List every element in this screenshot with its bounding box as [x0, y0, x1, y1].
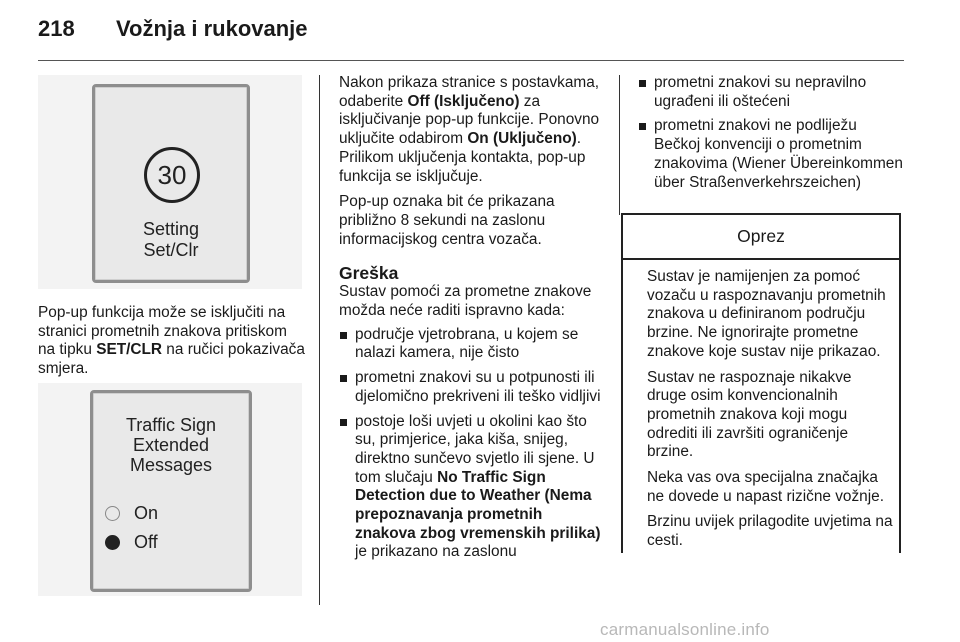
figure-speed-sign-popup — [38, 75, 302, 289]
bullet3-text-c: je prikazano na zaslonu — [355, 543, 517, 561]
page-header — [38, 16, 308, 42]
col2-para3: Sustav pomoći za prometne znakove možda neće raditi ispravno kada: — [339, 283, 592, 320]
col2-p1-d: . Prilikom uključenja kontakta, pop-up funkcija se isključuje. — [339, 130, 586, 185]
off-option-bold: Off (Isključeno) — [407, 92, 520, 110]
bullet3-text-a: postoje loši uvjeti u okolini kao što su, primjerice, jaka kiša, snijeg, direktno sunčevo svjetlo ili sjene. U tom slučaju — [355, 412, 595, 486]
menu-title — [93, 415, 249, 475]
radio-off-selected-icon[interactable] — [105, 535, 120, 550]
caution-para1: Sustav je namijenjen za pomoć vozaču u raspoznavanju prometnih znakova u definiranom području brzine. Ne ignorirajte prometne znakove koje sustav nije prikazao. — [647, 268, 886, 360]
speed-limit-sign-icon — [144, 147, 200, 203]
col2-p1-c: za isključivanje pop-up funkcije. Ponovno uključite odabirom — [339, 92, 600, 148]
caution-para2: Sustav ne raspoznaje nikakve druge osim konvencionalnih prometnih znakova koji mogu odrediti ili završiti ograničenje brzine. — [647, 368, 852, 461]
option-off-label: Off — [134, 532, 158, 552]
section-heading: Greška — [339, 263, 399, 284]
column-divider-1 — [319, 75, 320, 605]
watermark: carmanualsonline.info — [600, 620, 770, 639]
list-item: područje vjetrobrana, u kojem se nalazi kamera, nije čisto — [339, 326, 605, 363]
caution-box — [621, 213, 901, 553]
list-item — [339, 413, 605, 563]
menu-title-line1: Traffic Sign — [125, 415, 217, 435]
menu-screen — [90, 390, 252, 592]
list-item: prometni znakovi ne podliježu Bečkoj konvenciji o prometnim znakovima (Wiener Übereinkommen über Straßenverkehrszeichen) — [638, 117, 906, 192]
radio-on-icon[interactable] — [105, 506, 120, 521]
set-clr-line: Set/Clr — [143, 240, 199, 260]
figure-traffic-sign-menu — [38, 383, 302, 596]
caution-title: Oprez — [623, 215, 899, 260]
speed-limit-value: 30 — [157, 159, 187, 190]
on-option-bold: On (Uključeno) — [467, 130, 577, 148]
list-item: prometni znakovi su u potpunosti ili djelomično prekriveni ili teško vidljivi — [339, 369, 605, 406]
page-number: 218 — [38, 16, 75, 41]
option-off[interactable] — [105, 532, 158, 553]
menu-title-line3: Messages — [129, 455, 213, 475]
caution-para4: Brzinu uvijek prilagodite uvjetima na cesti. — [647, 513, 893, 550]
display-screen — [92, 84, 250, 283]
fault-list — [339, 326, 605, 562]
col2-para1 — [339, 74, 605, 186]
option-on-label: On — [134, 503, 159, 523]
col1-paragraph — [38, 304, 306, 386]
menu-title-line2: Extended — [132, 435, 210, 455]
col1-text-b: na ručici pokazivača smjera. — [38, 341, 305, 378]
list-item: prometni znakovi su nepravilno ugrađeni ili oštećeni — [638, 74, 906, 111]
caution-para3: Neka vas ova specijalna značajka ne dovede u napast rizične vožnje. — [647, 469, 884, 505]
page-title: Vožnja i rukovanje — [116, 16, 308, 41]
option-on[interactable] — [105, 503, 158, 524]
column-divider-2 — [619, 75, 620, 215]
setting-line: Setting — [142, 219, 200, 239]
weather-message-bold: No Traffic Sign Detection due to Weather (Nema prepoznavanja prometnih znakova zbog vremenskih prilika) — [355, 468, 601, 542]
col1-text-a: Pop-up funkcija može se isključiti na stranici prometnih znakova pritiskom na tipku — [38, 304, 287, 359]
col3 — [638, 74, 906, 198]
setting-label — [95, 219, 247, 261]
header-rule — [38, 60, 904, 61]
col2-para2: Pop-up oznaka bit će prikazana približno 8 sekundi na zaslonu informacijskog centra vozača. — [339, 193, 555, 248]
col2 — [339, 74, 605, 568]
col2-p1-a: Nakon prikaza stranice s postavkama, odaberite — [339, 74, 600, 110]
caution-body — [623, 260, 899, 551]
set-clr-key: SET/CLR — [96, 341, 163, 359]
fault-list-continued — [638, 74, 906, 192]
